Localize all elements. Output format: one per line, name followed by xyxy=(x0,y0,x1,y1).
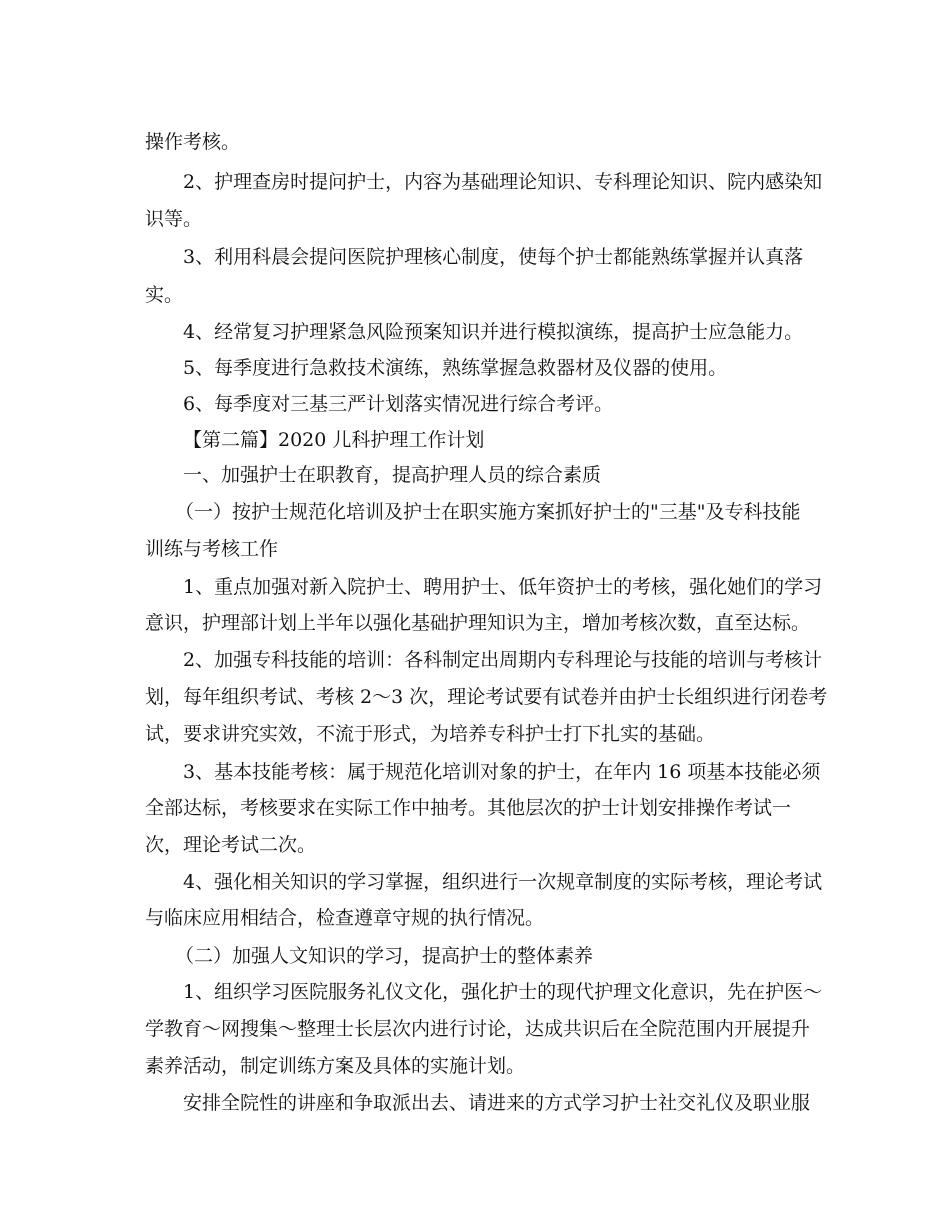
paragraph-line: 训练与考核工作 xyxy=(145,538,279,560)
paragraph-line: 次，理论考试二次。 xyxy=(145,834,317,856)
paragraph-line: 全部达标，考核要求在实际工作中抽考。其他层次的护士计划安排操作考试一 xyxy=(145,797,792,819)
subsection-heading: （二）加强人文知识的学习，提高护士的整体素养 xyxy=(175,945,594,967)
paragraph-line: 1、重点加强对新入院护士、聘用护士、低年资护士的考核，强化她们的学习 xyxy=(183,576,823,598)
paragraph-line: 6、每季度对三基三严计划落实情况进行综合考评。 xyxy=(183,393,614,415)
paragraph-line: 3、利用科晨会提问医院护理核心制度，使每个护士都能熟练掌握并认真落 xyxy=(183,246,804,268)
paragraph-line: 识等。 xyxy=(145,208,203,230)
paragraph-line: 安排全院性的讲座和争取派出去、请进来的方式学习护士社交礼仪及职业服 xyxy=(183,1092,811,1114)
paragraph-line: 1、组织学习医院服务礼仪文化，强化护士的现代护理文化意识，先在护医～ xyxy=(183,981,823,1003)
paragraph-line: 4、强化相关知识的学习掌握，组织进行一次规章制度的实际考核，理论考试 xyxy=(183,871,823,893)
paragraph-line: 操作考核。 xyxy=(145,131,241,153)
paragraph-line: 意识，护理部计划上半年以强化基础护理知识为主，增加考核次数，直至达标。 xyxy=(145,612,811,634)
paragraph-line: 素养活动，制定训练方案及具体的实施计划。 xyxy=(145,1055,526,1077)
paragraph-line: 5、每季度进行急救技术演练，熟练掌握急救器材及仪器的使用。 xyxy=(183,357,728,379)
paragraph-line: 与临床应用相结合，检查遵章守规的执行情况。 xyxy=(145,907,545,929)
section-heading: 【第二篇】2020 儿科护理工作计划 xyxy=(183,429,485,451)
paragraph-line: 2、护理查房时提问护士，内容为基础理论知识、专科理论知识、院内感染知 xyxy=(183,171,823,193)
paragraph-line: 3、基本技能考核：属于规范化培训对象的护士，在年内 16 项基本技能必须 xyxy=(183,761,821,783)
paragraph-line: 2、加强专科技能的培训：各科制定出周期内专科理论与技能的培训与考核计 xyxy=(183,649,823,671)
paragraph-line: 划，每年组织考试、考核 2～3 次，理论考试要有试卷并由护士长组织进行闭卷考 xyxy=(145,686,828,708)
paragraph-line: 试，要求讲究实效，不流于形式，为培养专科护士打下扎实的基础。 xyxy=(145,723,716,745)
subsection-heading: （一）按护士规范化培训及护士在职实施方案抓好护士的"三基"及专科技能 xyxy=(175,501,801,523)
paragraph-line: 4、经常复习护理紧急风险预案知识并进行模拟演练，提高护士应急能力。 xyxy=(183,321,804,343)
paragraph-line: 实。 xyxy=(145,284,184,306)
paragraph-line: 学教育～网搜集～整理士长层次内进行讨论，达成共识后在全院范围内开展提升 xyxy=(145,1018,811,1040)
section-heading: 一、加强护士在职教育，提高护理人员的综合素质 xyxy=(183,464,602,486)
